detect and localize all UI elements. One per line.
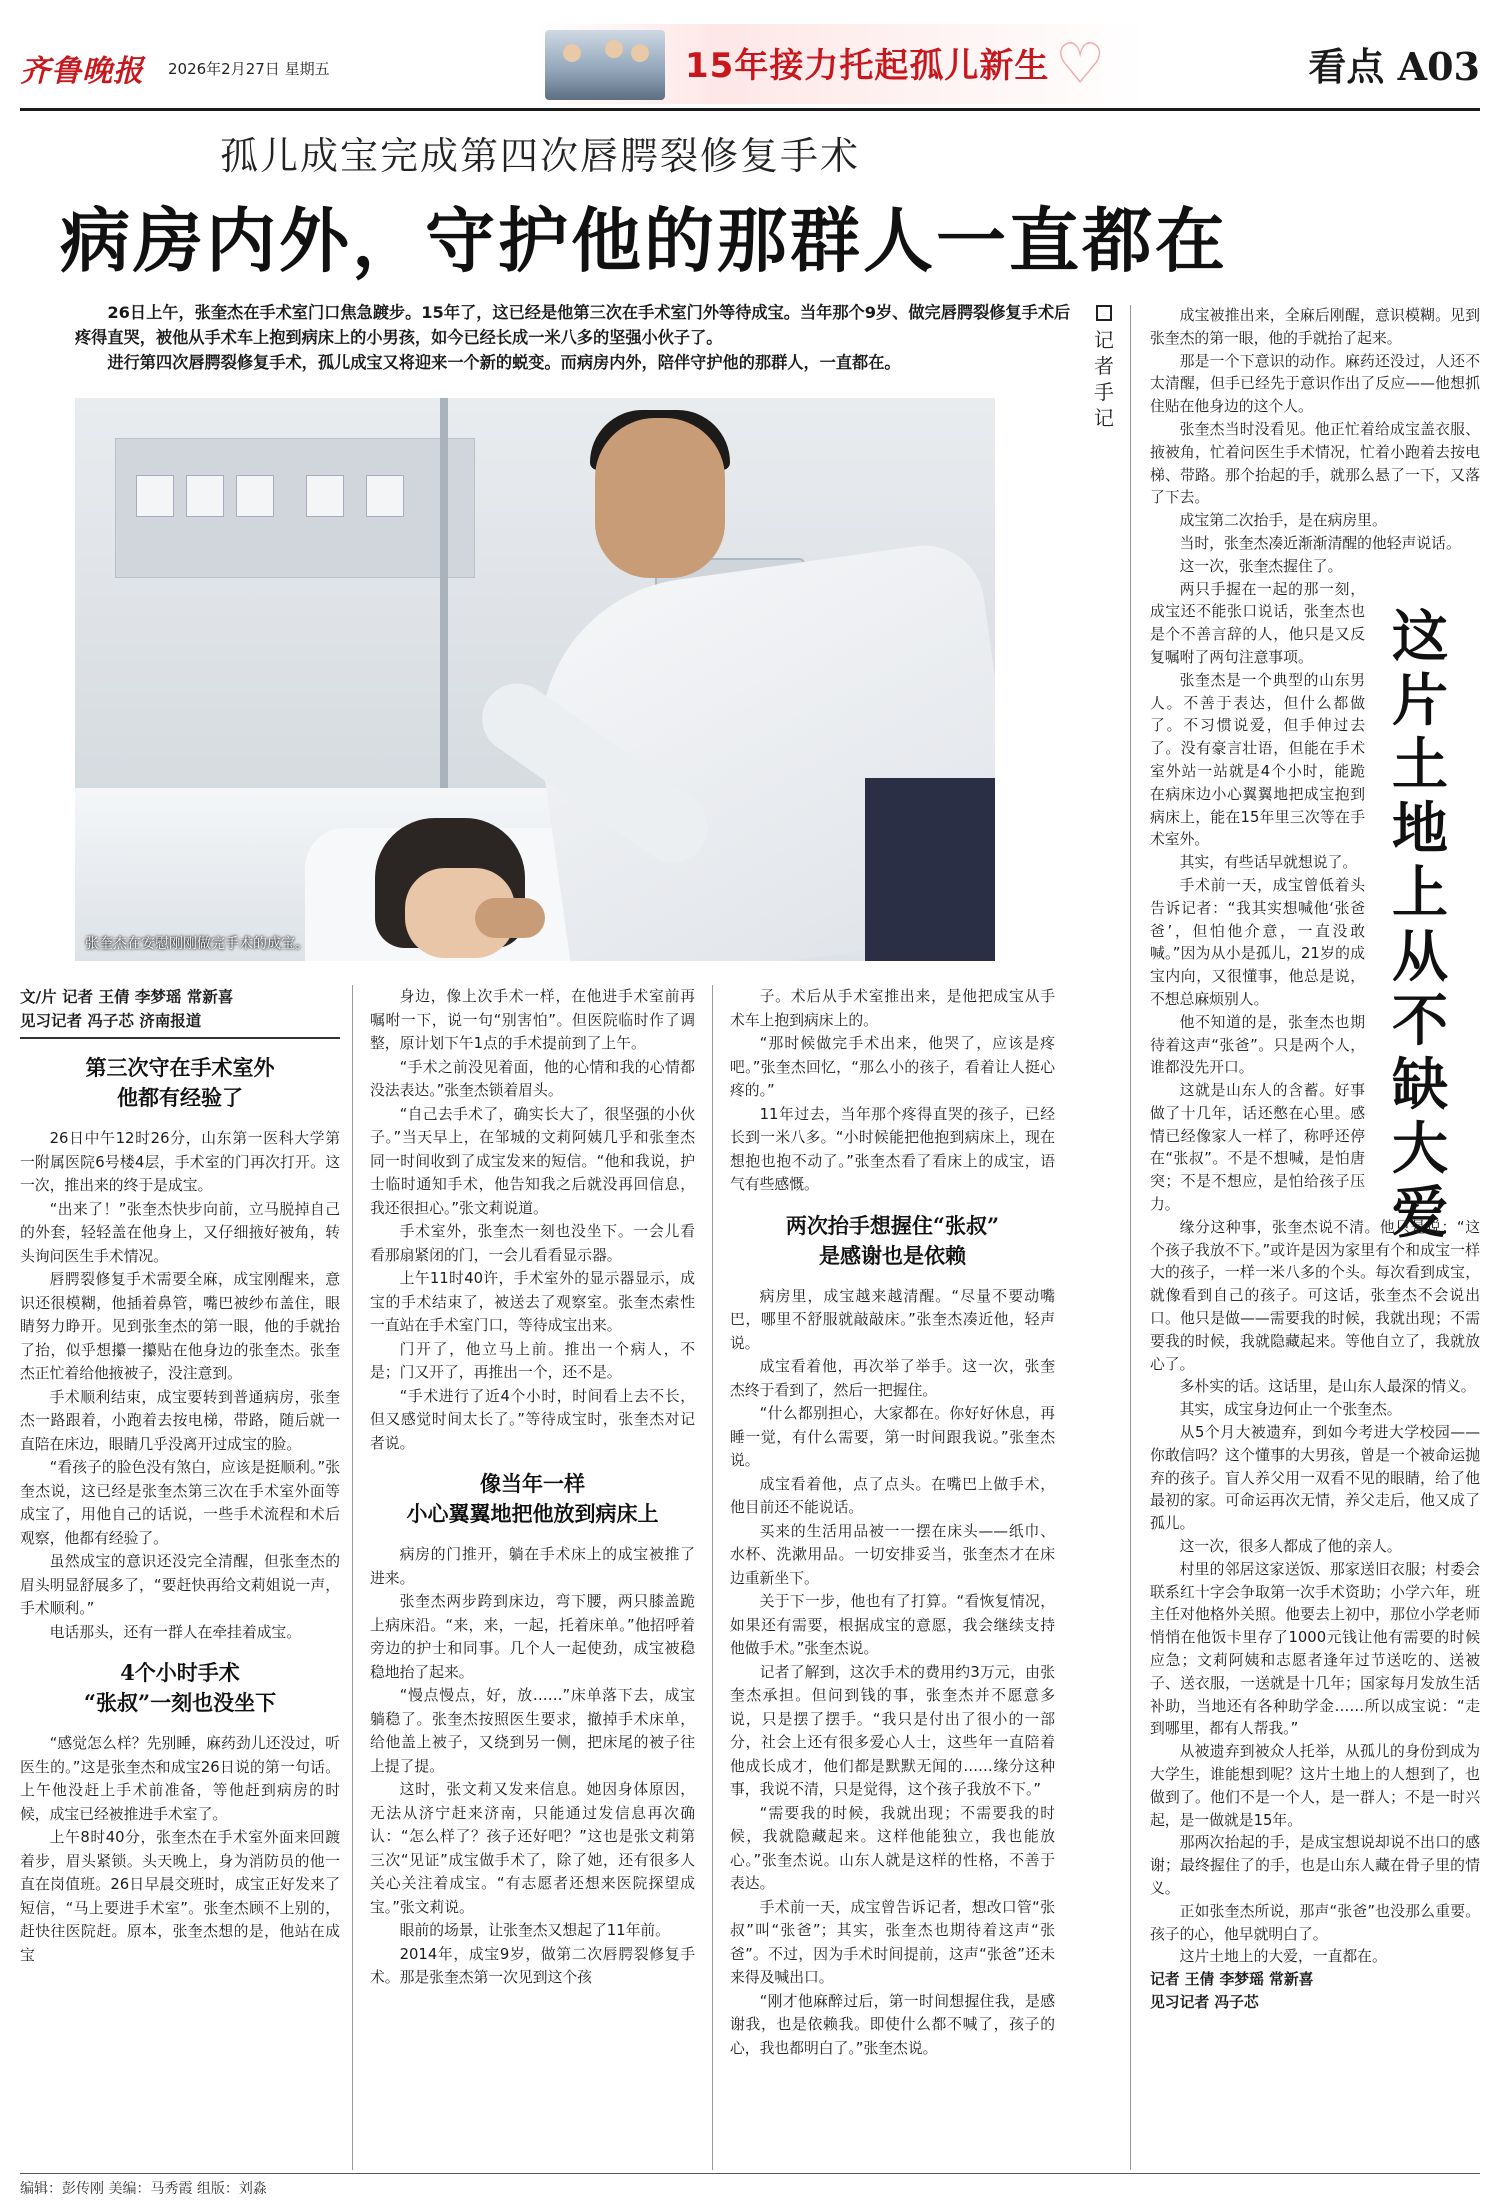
- paragraph: 2014年，成宝9岁，做第二次唇腭裂修复手术。那是张奎杰第一次见到这个孩: [370, 1945, 695, 1986]
- paragraph: 关于下一步，他也有了打算。“看恢复情况，如果还有需要，根据成宝的意愿，我会继续支持他做手术。”张奎杰说。: [730, 1593, 1055, 1657]
- paragraph: 成宝看着他，再次举了举手。这一次，张奎杰终于看到了，然后一把握住。: [730, 1358, 1055, 1399]
- paragraph: 他不知道的是，张奎杰也期待着这声“张爸”。只是两个人，谁都没先开口。: [1150, 1013, 1365, 1077]
- heart-icon: ♡: [1055, 32, 1106, 97]
- photo-caption: 张奎杰在安慰刚刚做完手术的成宝。: [85, 936, 309, 952]
- top-rule: [20, 108, 1480, 111]
- paragraph: 手术前一天，成宝曾告诉记者，想改口管“张叔”叫“张爸”；其实，张奎杰也期待着这声“张爸”。不过，因为手术时间提前，这声“张爸”还未来得及喊出口。: [730, 1898, 1055, 1986]
- paragraph: “那时候做完手术出来，他哭了，应该是疼吧。”张奎杰回忆，“那么小的孩子，看着让人挺心疼的。”: [730, 1035, 1055, 1099]
- main-photo: [75, 398, 995, 961]
- paragraph: 这时，张文莉又发来信息。她因身体原因，无法从济宁赶来济南，只能通过发信息再次确认：“怎么样了？孩子还好吧？”这也是张文莉第三次“见证”成宝做手术了，除了她，还有很多人关心关注着成宝。“有志愿者还想来医院探望成宝。”张文莉说。: [370, 1781, 695, 1916]
- paragraph: 手术前一天，成宝曾低着头告诉记者：“我其实想喊他‘张爸爸’，但怕他介意，一直没敢喊。”因为从小是孤儿，21岁的成宝内向，又很懂事，他总是说，不想总麻烦别人。: [1150, 876, 1365, 1008]
- paragraph: “慢点慢点，好，放……”床单落下去，成宝躺稳了。张奎杰按照医生要求，撤掉手术床单，给他盖上被子，又绕到另一侧，把床尾的被子往上提了提。: [370, 1687, 695, 1775]
- paragraph: 病房的门推开，躺在手术床上的成宝被推了进来。: [370, 1546, 695, 1587]
- paragraph: 11年过去，当年那个疼得直哭的孩子，已经长到一米八多。“小时候能把他抱到病床上，现在想抱也抱不动了。”张奎杰看了看床上的成宝，语气有些感慨。: [730, 1105, 1055, 1193]
- banner-photo: [545, 30, 665, 100]
- paragraph: “需要我的时候，我就出现；不需要我的时候，我就隐藏起来。这样他能独立，我也能放心。”张奎杰说。山东人就是这样的性格，不善于表达。: [730, 1804, 1055, 1892]
- paragraph: 张奎杰当时没看见。他正忙着给成宝盖衣服、掖被角，忙着问医生手术情况，忙着小跑着去按电梯、带路。那个抬起的手，就那么悬了一下，又落了下去。: [1150, 420, 1480, 507]
- paragraph: 手术顺利结束，成宝要转到普通病房，张奎杰一路跟着，小跑着去按电梯，带路，随后就一直陪在床边，眼睛几乎没离开过成宝的脸。: [20, 1388, 340, 1453]
- paragraph: 其实，有些话早就想说了。: [1179, 854, 1358, 872]
- paragraph-group: [1150, 556, 1365, 1217]
- square-icon: [1096, 305, 1112, 321]
- paragraph: 张奎杰是一个典型的山东男人。不善于表达，但什么都做了。不习惯说爱，但手伸过去了。没有豪言壮语，但能在手术室外站一站就是4个小时，能跪在病床边小心翼翼地把成宝抱到病床上，能在15年里三次等在手术室外。: [1150, 671, 1365, 849]
- article-column-3: [730, 985, 1055, 2060]
- article-column-1: [20, 985, 340, 1967]
- paragraph: 门开了，他立马上前。推出一个病人，不是；门又开了，再推出一个，还不是。: [370, 1340, 695, 1381]
- subhead: 像当年一样 小心翼翼地把他放到病床上: [406, 1471, 659, 1526]
- paragraph: 这就是山东人的含蓄。好事做了十几年，话还憋在心里。感情已经像家人一样了，称呼还停在“张叔”。不是不想喊，是怕唐突；不是不想应，是怕给孩子压力。: [1150, 1082, 1365, 1214]
- paragraph: 两只手握在一起的那一刻，成宝还不能张口说话，张奎杰也是个不善言辞的人，他只是又反复嘱咐了两句注意事项。: [1150, 580, 1365, 666]
- series-banner: [535, 24, 1145, 104]
- paragraph: 眼前的场景，让张奎杰又想起了11年前。: [399, 1922, 670, 1939]
- lede-paragraph: 26日上午，张奎杰在手术室门口焦急踱步。15年了，这已经是他第三次在手术室门外等待成宝。当年那个9岁、做完唇腭裂修复手术后疼得直哭，被他从手术车上抱到病床上的小男孩，如今已经长成一米八多的坚强小伙子了。: [75, 303, 1071, 347]
- paragraph: 这一次，很多人都成了他的亲人。: [1179, 1538, 1402, 1556]
- paragraph: 虽然成宝的意识还没完全清醒，但张奎杰的眉头明显舒展多了，“要赶快再给文莉姐说一声，手术顺利。”: [20, 1553, 340, 1617]
- paragraph: 村里的邻居这家送饭、那家送旧衣服；村委会联系红十字会争取第一次手术资助；小学六年，班主任对他格外关照。他要去上初中，那位小学老师悄悄在他饭卡里存了1000元钱让他有需要的时候应急；文莉阿姨和志愿者逢年过节送吃的、送被子、送衣服，一送就是十几年；国家每月发放生活补助，当地还有各种助学金……所以成宝说：“走到哪里，都有人帮我。”: [1150, 1560, 1480, 1738]
- essay-body: [1150, 305, 1480, 2015]
- paragraph: 病房里，成宝越来越清醒。“尽量不要动嘴巴，哪里不舒服就敲敲床。”张奎杰凑近他，轻声说。: [730, 1287, 1055, 1352]
- lede-paragraph: 进行第四次唇腭裂修复手术，孤儿成宝又将迎来一个新的蜕变。而病房内外，陪伴守护他的那群人，一直都在。: [107, 353, 901, 372]
- essay-tag: [1092, 305, 1116, 431]
- paragraph-group: [20, 1127, 340, 1644]
- paragraph: 正如张奎杰所说，那声“张爸”也没那么重要。孩子的心，他早就明白了。: [1150, 1902, 1480, 1943]
- column-divider: [712, 985, 713, 2170]
- paragraph: 手术室外，张奎杰一刻也没坐下。一会儿看看那扇紧闭的门，一会儿看看显示器。: [370, 1223, 695, 1264]
- paragraph: 上午11时40许，手术室外的显示器显示，成宝的手术结束了，被送去了观察室。张奎杰索性一直站在手术室门口，等待成宝出来。: [370, 1270, 695, 1334]
- essay-tag-label: 记者手记: [1094, 328, 1114, 430]
- paragraph: 记者了解到，这次手术的费用约3万元，由张奎杰承担。但问到钱的事，张奎杰并不愿意多说，只是摆了摆手。“我只是付出了很小的一部分，社会上还有很多爱心人士，这些年一直陪着他成长成才，他们都是默默无闻的……缘分这种事，我说不清，只是觉得，这个孩子我放不下。”: [730, 1663, 1055, 1798]
- paragraph: 其实，成宝身边何止一个张奎杰。: [1179, 1401, 1402, 1419]
- essay-signature: 记者 王倩 李梦瑶 常新喜 见习记者 冯子芯: [1150, 1971, 1314, 2011]
- paragraph: “感觉怎么样？先别睡，麻药劲儿还没过，听医生的。”这是张奎杰和成宝26日说的第一句话。上午他没赶上手术前准备，等他赶到病房的时候，成宝已经被推进手术室了。: [20, 1735, 340, 1823]
- paragraph: 那是一个下意识的动作。麻药还没过，人还不太清醒，但手已经先于意识作出了反应——他想抓住贴在他身边的这个人。: [1150, 352, 1480, 416]
- section-label: 看点 A03: [1308, 44, 1480, 89]
- banner-title: 15年接力托起孤儿新生: [685, 46, 1050, 86]
- paragraph-group: [730, 1285, 1055, 2061]
- paragraph: 多朴实的话。这话里，是山东人最深的情义。: [1179, 1378, 1476, 1396]
- paragraph: 唇腭裂修复手术需要全麻，成宝刚醒来，意识还很模糊，他插着鼻管，嘴巴被纱布盖住，眼睛努力睁开。见到张奎杰的第一眼，他的手就抬了抬，似乎想攥一攥贴在他身边的张奎杰。张奎杰正忙着给他掖被子，没注意到。: [20, 1271, 340, 1382]
- paragraph: “刚才他麻醉过后，第一时间想握住我，是感谢我，也是依赖我。即使什么都不喊了，孩子的心，我也都明白了。”张奎杰说。: [730, 1992, 1055, 2057]
- paragraph: 成宝被推出来，全麻后刚醒，意识模糊。见到张奎杰的第一眼，他的手就抬了起来。: [1150, 307, 1480, 347]
- paragraph-group: [730, 985, 1055, 1197]
- paragraph: 从5个月大被遗弃，到如今考进大学校园——你敢信吗？这个懂事的大男孩，曾是一个被命运抛弃的孩子。盲人养父用一双看不见的眼睛，给了他最初的家。可命运再次无情，养父走后，他又成了孤儿。: [1150, 1424, 1480, 1533]
- masthead: [20, 24, 1480, 104]
- paragraph: 缘分这种事，张奎杰说不清。他只是说：“这个孩子我放不下。”或许是因为家里有个和成宝一样大的孩子，一样一米八多的个头。每次看到成宝，就像看到自己的孩子。可这话，张奎杰不会说出口。他只是做——需要我的时候，我就出现；不需要我的时候，我就隐藏起来。等他自立了，我就放心了。: [1150, 1218, 1480, 1373]
- kicker: 孤儿成宝完成第四次唇腭裂修复手术: [219, 134, 860, 178]
- paragraph: 电话那头，还有一群人在牵挂着成宝。: [49, 1623, 302, 1641]
- paragraph: 成宝看着他，点了点头。在嘴巴上做手术，他目前还不能说话。: [730, 1475, 1055, 1516]
- paragraph-group: [20, 1732, 340, 1967]
- paragraph: 身边，像上次手术一样，在他进手术室前再嘱咐一下，说一句“别害怕”。但医院临时作了调整，原计划下午1点的手术提前到了上午。: [370, 988, 695, 1052]
- paragraph-group: [370, 1543, 695, 1990]
- paragraph: 那两次抬起的手，是成宝想说却说不出口的感谢；最终握住了的手，也是山东人藏在骨子里的情义。: [1150, 1834, 1480, 1897]
- column-divider: [352, 985, 353, 2170]
- essay-divider: [1130, 305, 1131, 2170]
- subhead: 4个小时手术 “张叔”一刻也没坐下: [83, 1660, 277, 1715]
- headline: 病房内外，守护他的那群人一直都在: [60, 199, 1228, 282]
- paragraph: 这片土地上的大爱，一直都在。: [1179, 1948, 1387, 1966]
- paragraph: “看孩子的脸色没有煞白，应该是挺顺利。”张奎杰说，这已经是张奎杰第三次在手术室外面等成宝了，用他自己的话说，一些手术流程和术后观察，他都有经验了。: [20, 1459, 340, 1547]
- lede: [75, 300, 1075, 375]
- paragraph: “手术进行了近4个小时，时间看上去不长，但又感觉时间太长了。”等待成宝时，张奎杰对记者说。: [370, 1387, 695, 1452]
- paragraph: 这一次，张奎杰握住了。: [1179, 557, 1343, 575]
- paragraph: 当时，张奎杰凑近渐渐清醒的他轻声说话。: [1179, 534, 1461, 552]
- paragraph-group: [370, 985, 695, 1455]
- paragraph-group: [1150, 1217, 1480, 1969]
- paragraph: 张奎杰两步跨到床边，弯下腰，两只膝盖跪上病床沿。“来，来，一起，托着床单。”他招呼着旁边的护士和同事。几个人一起使劲，成宝被稳稳地抬了起来。: [370, 1593, 695, 1681]
- byline: 文/片 记者 王倩 李梦瑶 常新喜 见习记者 冯子芯 济南报道: [20, 988, 234, 1030]
- issue-date: 2026年2月27日 星期五: [168, 60, 330, 78]
- paragraph: “什么都别担心，大家都在。你好好休息，再睡一觉，有什么需要，第一时间跟我说。”张奎杰说。: [730, 1405, 1055, 1469]
- paragraph-group: [1150, 305, 1480, 556]
- paragraph: 从被遗弃到被众人托举，从孤儿的身份到成为大学生，谁能想到呢？这片土地上的人想到了，也做到了。他们不是一个人，是一群人；不是一时兴起，是一做就是15年。: [1150, 1743, 1480, 1829]
- paragraph: “手术之前没见着面，他的心情和我的心情都没法表达。”张奎杰锁着眉头。: [370, 1058, 695, 1099]
- paragraph: 成宝第二次抬手，是在病房里。: [1179, 512, 1387, 530]
- subhead: 第三次守在手术室外 他都有经验了: [85, 1055, 275, 1110]
- bottom-rule: [20, 2173, 1480, 2174]
- subhead: 两次抬手想握住“张叔” 是感谢也是依赖: [785, 1212, 1000, 1268]
- paragraph: 26日中午12时26分，山东第一医科大学第一附属医院6号楼4层，手术室的门再次打开。这一次，推出来的终于是成宝。: [20, 1130, 340, 1194]
- paragraph: 子。术后从手术室推出来，是他把成宝从手术车上抱到病床上的。: [730, 988, 1055, 1029]
- footer-credits: 编辑：彭传刚 美编：马秀霞 组版：刘淼: [20, 2181, 267, 2197]
- essay-title: 这片土地上从不缺大爱: [1392, 604, 1448, 1246]
- paragraph: 买来的生活用品被一一摆在床头——纸巾、水杯、洗漱用品。一切安排妥当，张奎杰才在床边重新坐下。: [730, 1522, 1055, 1587]
- paragraph: “自己去手术了，确实长大了，很坚强的小伙子。”当天早上，在邹城的文莉阿姨几乎和张奎杰同一时间收到了成宝发来的短信。“他和我说，护士临时通知手术，他告知我之后就没再回信息，我还很担心。”张文莉说道。: [370, 1105, 695, 1217]
- newspaper-logo: 齐鲁晚报: [20, 54, 144, 89]
- article-column-2: [370, 985, 695, 1990]
- paragraph: 上午8时40分，张奎杰在手术室外面来回踱着步，眉头紧锁。头天晚上，身为消防员的他一直在岗值班。26日早晨交班时，成宝正好发来了短信，“马上要进手术室”。张奎杰顾不上别的，赶快往医院赶。原本，张奎杰想的是，他站在成宝: [20, 1829, 340, 1964]
- paragraph: “出来了！”张奎杰快步向前，立马脱掉自己的外套，轻轻盖在他身上，又仔细掖好被角，转头询问医生手术情况。: [20, 1200, 340, 1265]
